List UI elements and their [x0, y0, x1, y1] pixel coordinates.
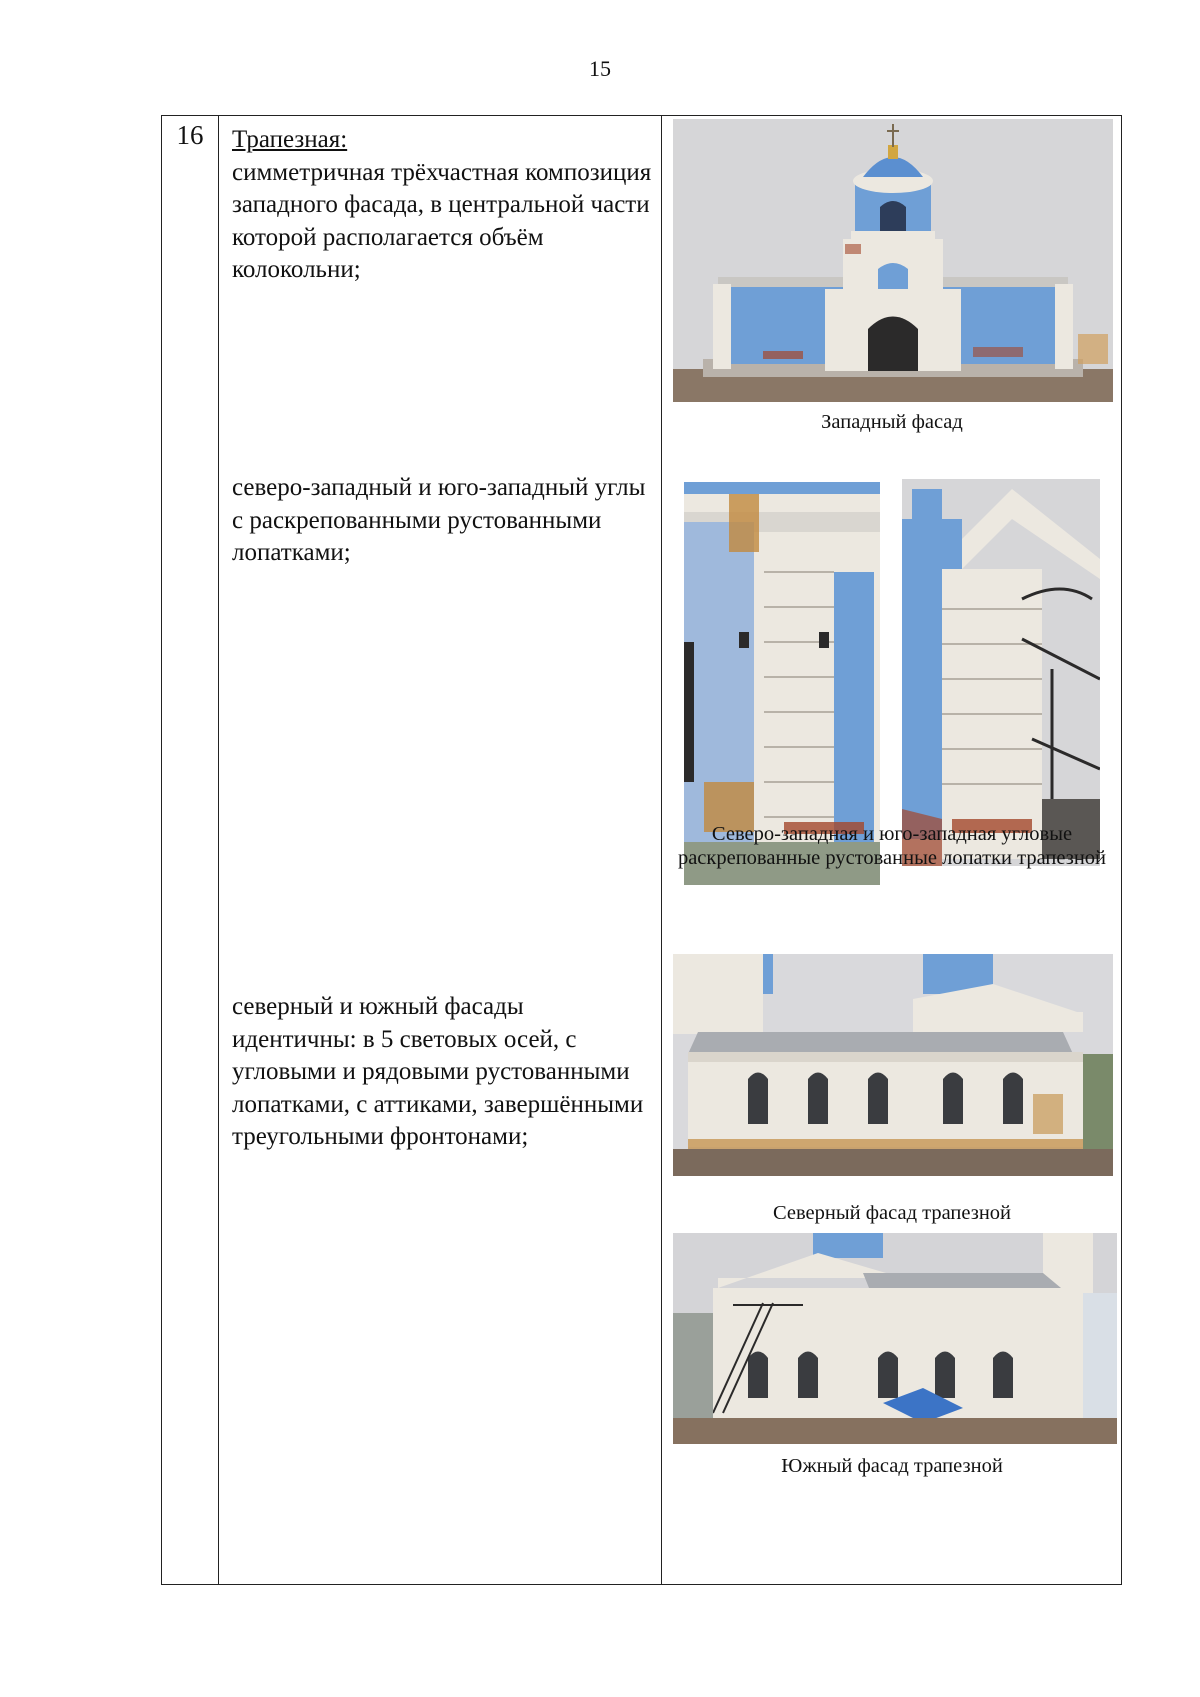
photo-north-facade — [673, 954, 1113, 1176]
caption-south-facade: Южный фасад трапезной — [781, 1455, 1003, 1477]
page-number: 15 — [589, 56, 611, 81]
column-divider — [218, 116, 219, 1584]
caption-north-facade: Северный фасад трапезной — [772, 1202, 1012, 1224]
description-block-sides — [232, 991, 652, 1154]
section-heading: Трапезная: — [232, 126, 348, 153]
photo-west-facade — [673, 119, 1113, 402]
photo-southwest-corner — [902, 479, 1100, 866]
caption-corner-pilasters: Северо-западная и юго-западная угловые раскрепованные рустованные лопатки трапезной — [677, 823, 1107, 869]
row-number: 16 — [176, 120, 204, 150]
description-corner-pilasters: северо-западный и юго-западный углы с раскрепованными рустованными лопатками; — [232, 474, 646, 566]
description-side-facades: северный и южный фасады идентичны: в 5 световых осей, с угловыми и рядовыми рустованными лопатками, с аттиками, завершёнными треугольными фронтонами; — [232, 993, 644, 1150]
description-west-facade: симметричная трёхчастная композиция западного фасада, в центральной части которой располагается объём колокольни; — [232, 158, 652, 283]
photo-south-facade — [673, 1233, 1117, 1444]
caption-west-facade: Западный фасад — [821, 411, 963, 433]
description-block-corners — [232, 472, 652, 570]
description-block-west — [232, 124, 652, 287]
description-table — [161, 115, 1122, 1585]
